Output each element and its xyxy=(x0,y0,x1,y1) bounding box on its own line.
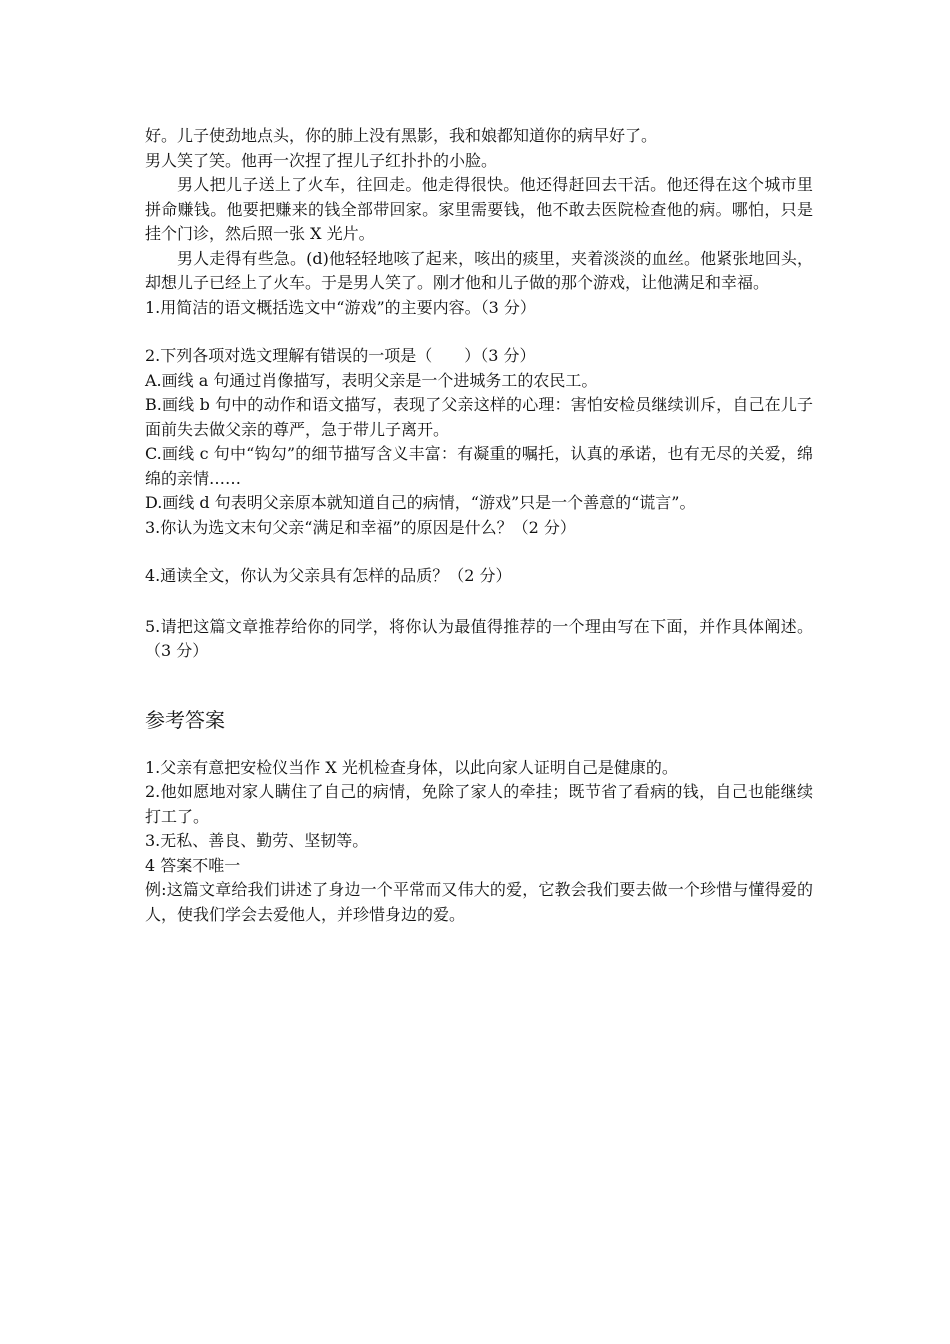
question-2-option-d: D.画线 d 句表明父亲原本就知道自己的病情，“游戏”只是一个善意的“谎言”。 xyxy=(145,493,696,512)
passage-paragraph-4: 男人走得有些急。(d)他轻轻地咳了起来，咳出的痰里，夹着淡淡的血丝。他紧张地回头，却想儿子已经上了火车。于是男人笑了。刚才他和儿子做的那个游戏，让他满足和幸福。 xyxy=(145,248,813,292)
question-1: 1.用简洁的语文概括选文中“游戏”的主要内容。（3 分） xyxy=(145,297,536,317)
answer-4: 4 答案不唯一 xyxy=(145,855,241,875)
answer-2: 2.他如愿地对家人瞒住了自己的病情，免除了家人的牵挂；既节省了看病的钱，自己也能继续打工了。 xyxy=(145,782,813,826)
document-body xyxy=(145,124,813,927)
question-2-option-c: C.画线 c 句中“钩勾”的细节描写含义丰富：有凝重的嘱托，认真的承诺，也有无尽的关爱，绵绵的亲情…… xyxy=(145,444,813,488)
answer-space-1 xyxy=(145,320,813,344)
passage-paragraph-3: 男人把儿子送上了火车，往回走。他走得很快。他还得赶回去干活。他还得在这个城市里拼命赚钱。他要把赚来的钱全部带回家。家里需要钱，他不敢去医院检查他的病。哪怕，只是挂个门诊，然后照一张 X 光片。 xyxy=(145,175,813,243)
answers-heading: 参考答案 xyxy=(145,707,225,732)
answer-space-3 xyxy=(145,540,813,564)
question-2-option-a: A.画线 a 句通过肖像描写，表明父亲是一个进城务工的农民工。 xyxy=(145,370,598,390)
answer-4-example: 例:这篇文章给我们讲述了身边一个平常而又伟大的爱，它教会我们要去做一个珍惜与懂得爱的人，使我们学会去爱他人，并珍惜身边的爱。 xyxy=(145,880,813,924)
passage-paragraph-2: 男人笑了笑。他再一次捏了捏儿子红扑扑的小脸。 xyxy=(145,150,498,170)
answer-3: 3.无私、善良、勤劳、坚韧等。 xyxy=(145,831,369,850)
question-4: 4.通读全文，你认为父亲具有怎样的品质？（2 分） xyxy=(145,566,512,585)
question-2-option-b: B.画线 b 句中的动作和语文描写，表现了父亲这样的心理：害怕安检员继续训斥，自己在儿子面前失去做父亲的尊严，急于带儿子离开。 xyxy=(145,395,813,439)
question-3: 3.你认为选文末句父亲“满足和幸福”的原因是什么？（2 分） xyxy=(145,517,576,537)
answer-space-4 xyxy=(145,589,813,615)
question-2: 2.下列各项对选文理解有错误的一项是（ ）（3 分） xyxy=(145,346,536,365)
answer-1: 1.父亲有意把安检仪当作 X 光机检查身体，以此向家人证明自己是健康的。 xyxy=(145,757,678,777)
question-5: 5.请把这篇文章推荐给你的同学，将你认为最值得推荐的一个理由写在下面，并作具体阐述。（3 分） xyxy=(145,616,813,660)
passage-paragraph-1: 好。儿子使劲地点头，你的肺上没有黑影，我和娘都知道你的病早好了。 xyxy=(145,126,658,145)
